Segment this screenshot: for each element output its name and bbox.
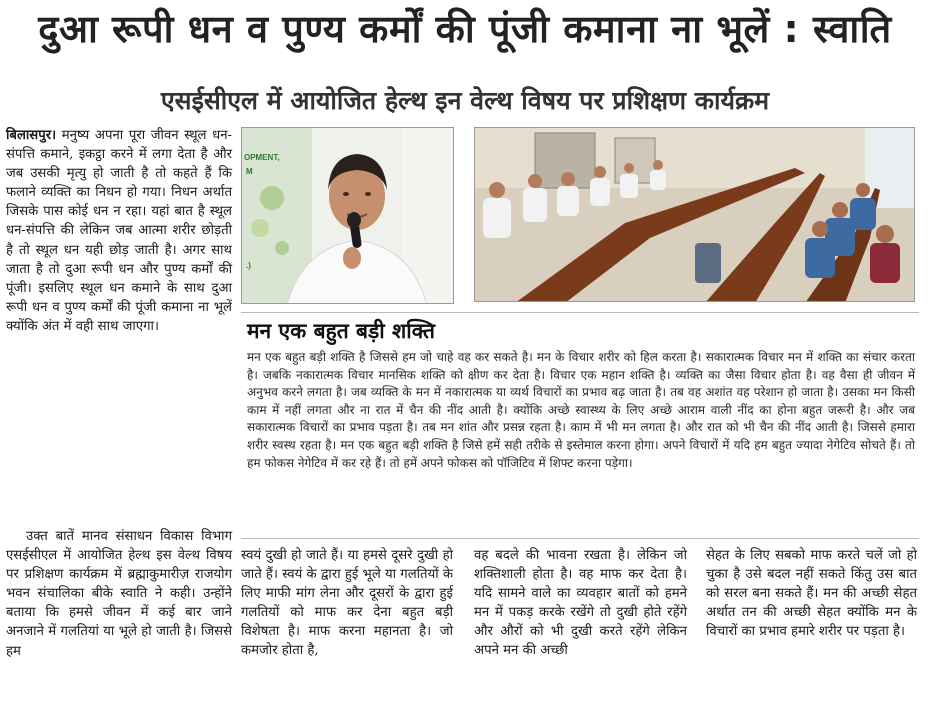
box-body: मन एक बहुत बड़ी शक्ति है जिससे हम जो चाहे वह कर सकते है। मन के विचार शरीर को हिल करता है। सकारात्मक विचार मन में शक्ति का संचार करता है। जबकि नकारात्मक विचार मानसिक शक्ति को क्षीण कर देता है। विचार एक महान शक्ति है। व्यक्ति का जैसा विचार होता है। वह वैसा ही जीवन में अनुभव करने लगता है। जब व्यक्ति के मन में नकारात्मक या व्यर्थ विचारों का प्रभाव बढ़ जाता है। तब वह अशांत वह परेशान हो जाता है। उसका मन किसी काम में नहीं लगता और ना रात में चैन की नींद आती है। क्योंकि अच्छे स्वास्थ्य के लिए अच्छे आराम वाली नींद का होना बहुत जरूरी है। और जब सकारात्मक विचारों का प्रभाव पड़ता है। तब मन शांत और प्रसन्न रहता है। काम में भी मन लगता है। और रात को भी चैन की नींद आती है। जिससे हमारा शरीर स्वस्थ रहता है। मन एक बहुत बड़ी शक्ति है जिसे हमें सही तरीके से इस्तेमाल करना होगा। अपने विचारों में यदि हम बहुत ज्यादा नेगेटिव सोचते हैं। तो हम फोकस नेगेटिव में कर रहे हैं। तो हमें अपने फोकस को पॉजिटिव में शिफ्ट करना पड़ेगा। xyxy=(247,350,915,470)
left-column xyxy=(6,126,232,336)
left-para-1 xyxy=(6,126,232,336)
speaker-illustration xyxy=(242,128,454,304)
banner-text: OPMENT, xyxy=(244,153,280,162)
hall-illustration xyxy=(475,128,915,302)
bottom-column-2: वह बदले की भावना रखता है। लेकिन जो शक्तिशाली होता है। वह माफ कर देता है। यदि सामने वाले का व्यवहार बातों को हमने मन में पकड़ करके रखेंगे तो दुखी होते रहेंगे और औरों को भी दुखी करते रहेंगे लेकिन अपने मन की अच्छी xyxy=(474,548,687,659)
box-title: मन एक बहुत बड़ी शक्ति xyxy=(247,319,435,343)
left-para-1-text: मनुष्य अपना पूरा जीवन स्थूल धन-संपत्ति कमाने, इकट्ठा करने में लगा देता है और जब उसकी मृत्यु हो जाती है तो कहते हैं कि फलाने व्यक्ति का निधन हो गया। निधन अर्थात जिसके पास कोई धन न रहा। यहां बात है स्थूल धन-संपत्ति की लेकिन जब आत्मा शरीर छोड़ती है तो स्थूल धन यही छोड़ जाती है। अगर साथ जाता है तो दुआ रूपी धन और पुण्य कर्मों की पूंजी। इसलिए स्थूल धन कमाने के साथ दुआ रूपी धन व पुण्य कर्मों की पूंजी कमाना ना भूलें क्योंकि अंत में वही साथ जाएगा। xyxy=(6,128,232,334)
dateline: बिलासपुर। xyxy=(6,128,57,143)
left-para-2: उक्त बातें मानव संसाधन विकास विभाग एसईसीएल में आयोजित हेल्थ इस वेल्थ विषय पर प्रशिक्षण कार्यक्रम में ब्रह्माकुमारीज़ राजयोग भवन संचालिका बीके स्वाति ने कही। उन्होंने बताया कि हमसे जीवन में कई बार जाने अनजाने में गलतियां या भूले हो जाती है। जिससे हम xyxy=(6,529,232,659)
bottom-column-3: सेहत के लिए सबको माफ करते चलें जो हो चुका है उसे बदल नहीं सकते किंतु उस बात को सरल बना सकते हैं। मन की अच्छी सेहत अर्थात तन की अच्छी सेहत क्योंकि मन के विचारों का प्रभाव हमारे शरीर पर पड़ता है। xyxy=(706,548,917,640)
banner-text-3: .) xyxy=(246,261,251,270)
conference-hall-photo xyxy=(474,127,915,302)
bottom-column-1: स्वयं दुखी हो जाते हैं। या हमसे दूसरे दुखी हो जाते हैं। स्वयं के द्वारा हुई भूले या गलतियों के लिए माफी मांग लेना और दूसरों के द्वारा हुई गलतियों को माफ कर देना बहुत बड़ी विशेषता है। माफ करना महानता है। जो कमजोर होता है, xyxy=(241,548,453,659)
banner-text-2: M xyxy=(246,167,253,176)
subheadline: एसईसीएल में आयोजित हेल्थ इन वेल्थ विषय पर प्रशिक्षण कार्यक्रम xyxy=(160,86,770,115)
speaker-photo xyxy=(241,127,454,304)
box-top-rule xyxy=(241,312,919,313)
box-bottom-rule xyxy=(241,538,919,539)
left-column-lower xyxy=(6,527,232,661)
headline: दुआ रूपी धन व पुण्य कर्मों की पूंजी कमाना ना भूलें : स्वाति xyxy=(38,7,892,51)
